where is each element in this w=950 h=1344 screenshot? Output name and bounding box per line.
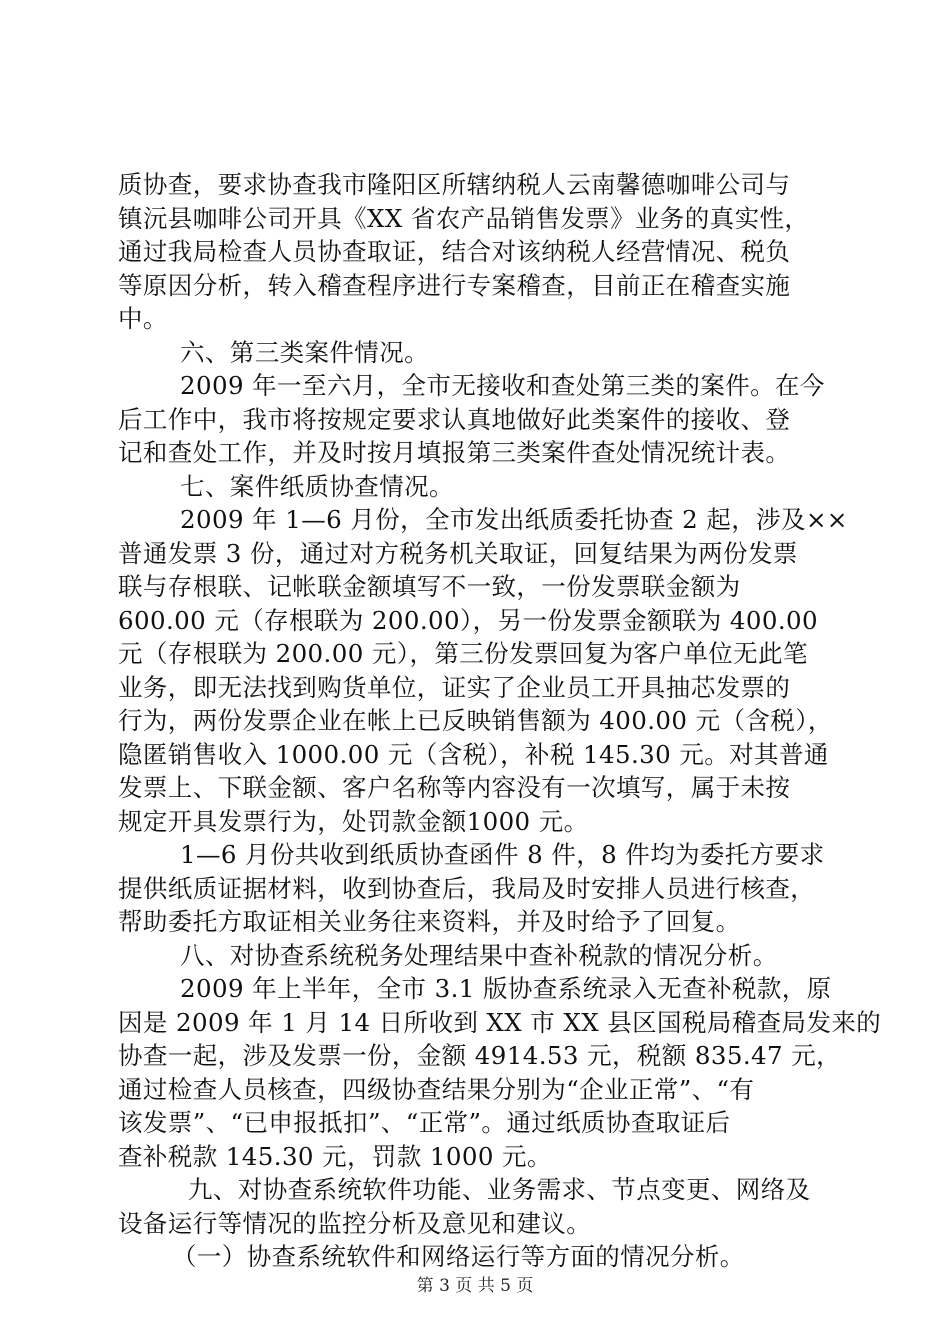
paragraph-line: 因是 2009 年 1 月 14 日所收到 XX 市 XX 县区国税局稽查局发来的 <box>118 1007 882 1037</box>
paragraph-line: 后工作中，我市将按规定要求认真地做好此类案件的接收、登 <box>118 404 791 434</box>
paragraph-line: 质协查，要求协查我市隆阳区所辖纳税人云南馨德咖啡公司与 <box>118 170 791 199</box>
paragraph-line: 中。 <box>118 304 168 333</box>
paragraph-line: 600.00 元（存根联为 200.00），另一份发票金额联为 400.00 <box>118 605 818 635</box>
paragraph-line: 业务，即无法找到购货单位，证实了企业员工开具抽芯发票的 <box>118 672 791 702</box>
paragraph-line: 元（存根联为 200.00 元），第三份发票回复为客户单位无此笔 <box>118 639 808 668</box>
paragraph-line: 2009 年一至六月，全市无接收和查处第三类的案件。在今 <box>180 371 825 400</box>
page-footer: 第 3 页 共 5 页 <box>416 1276 534 1296</box>
paragraph-line: 1—6 月份共收到纸质协查函件 8 件，8 件均为委托方要求 <box>180 840 825 869</box>
paragraph-line: 镇沅县咖啡公司开具《XX 省农产品销售发票》业务的真实性， <box>118 203 810 233</box>
paragraph-line: 九、对协查系统软件功能、业务需求、节点变更、网络及 <box>188 1175 811 1204</box>
paragraph-line: 行为，两份发票企业在帐上已反映销售额为 400.00 元（含税）， <box>118 706 833 735</box>
paragraph-line: 2009 年上半年，全市 3.1 版协查系统录入无查补税款，原 <box>180 974 832 1003</box>
paragraph-line: 查补税款 145.30 元，罚款 1000 元。 <box>118 1141 552 1171</box>
paragraph-line: 隐匿销售收入 1000.00 元（含税），补税 145.30 元。对其普通 <box>118 739 829 769</box>
paragraph-line: 记和查处工作，并及时按月填报第三类案件查处情况统计表。 <box>118 438 791 467</box>
paragraph-line: 协查一起，涉及发票一份，金额 4914.53 元，税额 835.47 元， <box>118 1041 841 1070</box>
document-body <box>118 168 882 1274</box>
paragraph-line: 七、案件纸质协查情况。 <box>180 471 454 501</box>
paragraph-line: 普通发票 3 份，通过对方税务机关取证，回复结果为两份发票 <box>118 538 798 568</box>
paragraph-line: 联与存根联、记帐联金额填写不一致，一份发票联金额为 <box>118 572 741 601</box>
paragraph-line: 2009 年 1—6 月份，全市发出纸质委托协查 2 起，涉及×× <box>180 505 848 534</box>
paragraph-line: 设备运行等情况的监控分析及意见和建议。 <box>118 1208 592 1238</box>
paragraph-line: （一）协查系统软件和网络运行等方面的情况分析。 <box>172 1242 745 1271</box>
paragraph-line: 六、第三类案件情况。 <box>180 337 429 367</box>
paragraph-line: 该发票”、“已申报抵扣”、“正常”。通过纸质协查取证后 <box>118 1108 731 1137</box>
paragraph-line: 八、对协查系统税务处理结果中查补税款的情况分析。 <box>180 940 778 970</box>
paragraph-line: 发票上、下联金额、客户名称等内容没有一次填写，属于未按 <box>118 773 791 802</box>
paragraph-line: 提供纸质证据材料，收到协查后，我局及时安排人员进行核查， <box>118 873 816 903</box>
paragraph-line: 通过检查人员核查，四级协查结果分别为“企业正常”、“有 <box>118 1074 755 1104</box>
paragraph-line: 规定开具发票行为，处罚款金额1000 元。 <box>118 806 589 836</box>
paragraph-line: 等原因分析，转入稽查程序进行专案稽查，目前正在稽查实施 <box>118 270 791 300</box>
paragraph-line: 通过我局检查人员协查取证，结合对该纳税人经营情况、税负 <box>118 237 791 266</box>
paragraph-line: 帮助委托方取证相关业务往来资料，并及时给予了回复。 <box>118 907 741 936</box>
